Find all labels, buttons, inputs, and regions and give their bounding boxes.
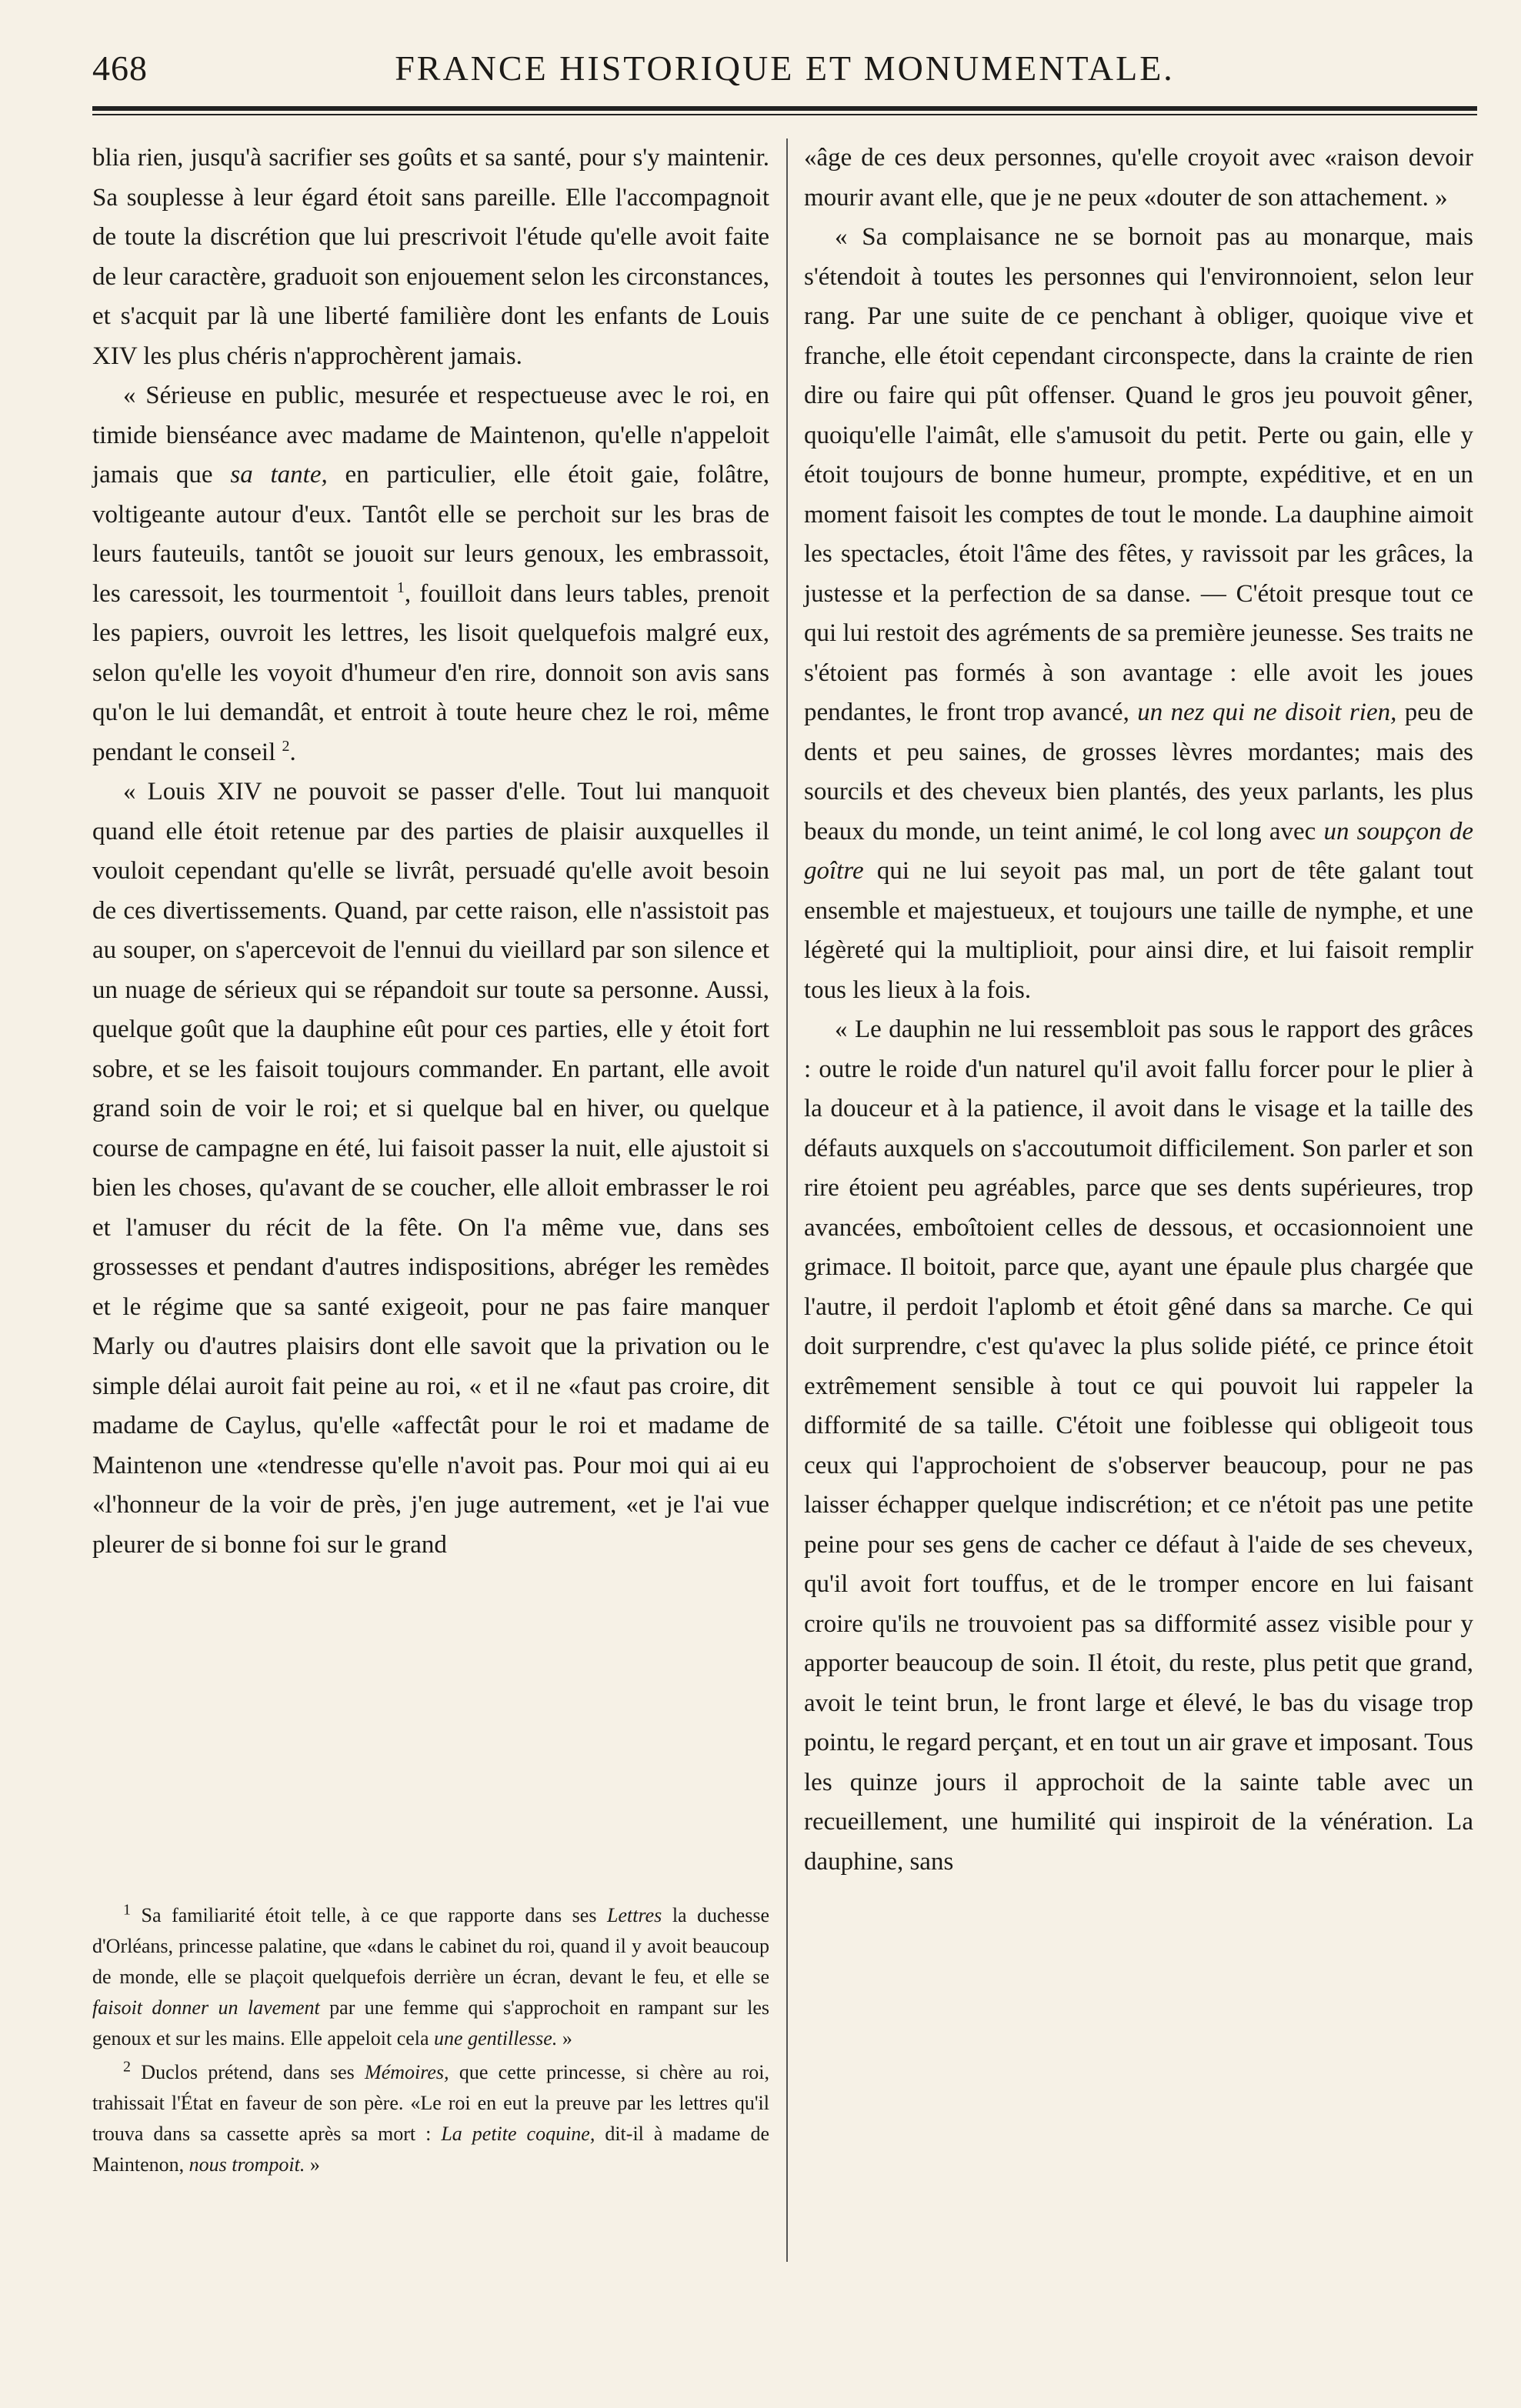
text-run: blia rien, jusqu'à sacrifier ses goûts et sa santé, pour s'y maintenir. Sa souplesse à leur égard étoit sans pareille. Elle l'accompagnoit de toute la discrétion que lui prescrivoit l'étude qu'elle avoit faite de leur caractère, graduoit son enjouement selon les circonstances, et s'acquit par là une liberté familière dont les enfants de Louis XIV les plus chéris n'approchèrent jamais. <box>92 144 769 370</box>
footnotes <box>92 1900 769 2183</box>
italic-text: nous trompoit. <box>188 2153 305 2176</box>
text-run: « Sérieuse en public, mesurée et respectueuse avec le roi, en timide bienséance avec madame de Maintenon, qu'elle n'appeloit jamais que <box>92 382 769 489</box>
text-run: » <box>557 2027 572 2049</box>
paragraph <box>804 218 1473 1010</box>
text-run: qui ne lui seyoit pas mal, un port de tête galant tout ensemble et majestueux, et toujours une taille de nymphe, et une légèreté qui la multiplioit, pour ainsi dire, et lui faisoit remplir tous les lieux à la fois. <box>804 857 1473 1004</box>
footnote-number: 1 <box>123 1901 131 1919</box>
italic-text: un soupçon de goître <box>804 817 1473 885</box>
text-run: en particulier, elle étoit gaie, folâtre, voltigeante autour d'eux. Tantôt elle se perchoit sur les bras de leurs fauteuils, tantôt se jouoit sur leurs genoux, les embrassoit, les caressoit, les tourmentoit <box>92 461 770 608</box>
paragraph <box>92 376 769 772</box>
text-run: « Le dauphin ne lui ressembloit pas sous le rapport des grâces : outre le roide d'un naturel qu'il avoit fallu forcer pour le plier à la douceur et à la patience, il avoit dans le visage et la taille des défauts auxquels on s'accoutumoit difficilement. Son parler et son rire étoient peu agréables, parce que ses dents supérieures, trop avancées, emboîtoient celles de dessous, et occasionnoient une grimace. Il boitoit, parce que, ayant une épaule plus chargée que l'autre, il perdoit l'aplomb et étoit gêné dans sa marche. Ce qui doit surprendre, c'est qu'avec la plus solide piété, ce prince étoit extrêmement sensible à tout ce qui pouvoit lui rappeler la difformité de sa taille. C'étoit une foiblesse qui obligeoit tous ceux qui l'approchoient de s'observer beaucoup, pour ne pas laisser échapper quelque indiscrétion; et ce n'étoit pas une petite peine pour ses gens de cacher ce défaut à l'aide de ses cheveux, qu'il avoit fort touffus, et de le tromper encore en lui faisant croire qu'ils ne trouvoient pas sa difformité assez visible pour y apporter beaucoup de soin. Il étoit, du reste, plus petit que grand, avoit le teint brun, le front large et élevé, le bas du visage trop pointu, le regard perçant, et en tout un air grave et imposant. Tous les quinze jours il approchoit de la sainte table avec un recueillement, une humilité qui inspiroit de la vénération. La dauphine, sans <box>804 1016 1473 1876</box>
text-run: Duclos prétend, dans ses <box>131 2061 365 2083</box>
paragraph <box>804 1010 1473 1882</box>
right-column <box>804 138 1473 1882</box>
footnote-number: 2 <box>123 2058 131 2076</box>
text-run: Sa familiarité étoit telle, à ce que rapporte dans ses <box>131 1904 607 1926</box>
text-run: . <box>289 738 296 766</box>
footnote-ref: 2 <box>282 737 290 755</box>
text-run: par une femme qui s'approchoit en rampant sur les genoux et sur les mains. Elle appeloit cela <box>92 1996 769 2049</box>
footnote <box>92 1900 769 2054</box>
page-header <box>92 48 1477 102</box>
text-run: , fouilloit dans leurs tables, prenoit les papiers, ouvroit les lettres, les lisoit quelquefois malgré eux, selon qu'elle les voyoit d'humeur d'en rire, donnoit son avis sans qu'on le lui demandât, et entroit à toute heure chez le roi, même pendant le conseil <box>92 579 769 766</box>
text-run: que cette princesse, si chère au roi, trahissait l'État en faveur de son père. «Le roi en eut la preuve par les lettres qu'il trouva dans sa cassette après sa mort : <box>92 2061 769 2145</box>
italic-text: La petite coquine, <box>441 2123 595 2145</box>
footnote-ref: 1 <box>396 579 405 596</box>
italic-text: une gentillesse. <box>434 2027 558 2049</box>
paragraph <box>92 138 769 376</box>
text-run: la duchesse d'Orléans, princesse palatine, que «dans le cabinet du roi, quand il y avoit beaucoup de monde, elle se plaçoit quelquefois derrière un écran, devant le feu, et elle se <box>92 1904 769 1988</box>
text-run: « Sa complaisance ne se bornoit pas au monarque, mais s'étendoit à toutes les personnes qui l'environnoient, selon leur rang. Par une suite de ce penchant à obliger, quoique vive et franche, elle étoit cependant circonspecte, dans la crainte de rien dire ou faire qui pût offenser. Quand le gros jeu pouvoit gêner, quoiqu'elle l'aimât, elle s'amusoit du petit. Perte ou gain, elle y étoit toujours de bonne humeur, prompte, expéditive, et en un moment faisoit les comptes de tout le monde. La dauphine aimoit les spectacles, étoit l'âme des fêtes, y ravissoit par les grâces, la justesse et la perfection de sa danse. — C'étoit presque tout ce qui lui restoit des agréments de sa première jeunesse. Ses traits ne s'étoient pas formés à son avantage : elle avoit les joues pendantes, le front trop avancé, <box>804 223 1473 726</box>
italic-text: sa tante, <box>230 461 328 489</box>
footnote <box>92 2057 769 2180</box>
italic-text: Lettres <box>607 1904 662 1926</box>
text-run: dit-il à madame de Maintenon, <box>92 2123 769 2176</box>
column-divider <box>786 138 788 2262</box>
italic-text: faisoit donner un lavement <box>92 1996 320 2019</box>
paragraph <box>804 138 1473 218</box>
header-rule <box>92 106 1477 111</box>
italic-text: Mémoires, <box>365 2061 449 2083</box>
text-run: «âge de ces deux personnes, qu'elle croyoit avec «raison devoir mourir avant elle, que je ne peux «douter de son attachement. » <box>804 144 1473 212</box>
text-run: » <box>305 2153 320 2176</box>
left-column <box>92 138 769 1565</box>
italic-text: un nez qui ne disoit rien, <box>1137 699 1397 726</box>
page-number: 468 <box>92 48 148 88</box>
text-run: « Louis XIV ne pouvoit se passer d'elle. Tout lui manquoit quand elle étoit retenue par des parties de plaisir auxquelles il vouloit cependant qu'elle se livrât, persuadé qu'elle avoit besoin de ces divertissements. Quand, par cette raison, elle n'assistoit pas au souper, on s'apercevoit de l'ennui du vieillard par son silence et un nuage de sérieux qui se répandoit sur toute sa personne. Aussi, quelque goût que la dauphine eût pour ces parties, elle y étoit fort sobre, et se les faisoit toujours commander. En partant, elle avoit grand soin de voir le roi; et si quelque bal en hiver, ou quelque course de campagne en été, lui faisoit passer la nuit, elle ajustoit si bien les choses, qu'avant de se coucher, elle alloit embrasser le roi et l'amuser du récit de la fête. On l'a même vue, dans ses grossesses et pendant d'autres indispositions, abréger les remèdes et le régime que sa santé exigeoit, pour ne pas faire manquer Marly ou d'autres plaisirs dont elle savoit que la privation ou le simple délai auroit fait peine au roi, « et il ne «faut pas croire, dit madame de Caylus, qu'elle «affectât pour le roi et madame de Maintenon une «tendresse qu'elle n'avoit pas. Pour moi qui ai eu «l'honneur de la voir de près, j'en juge autrement, «et je l'ai vue pleurer de si bonne foi sur le grand <box>92 778 769 1559</box>
running-title: FRANCE HISTORIQUE ET MONUMENTALE. <box>395 48 1175 88</box>
paragraph <box>92 772 769 1565</box>
header-rule-thin <box>92 114 1477 115</box>
text-run: peu de dents et peu saines, de grosses lèvres mordantes; mais des sourcils et des cheveux bien plantés, des yeux parlants, les plus beaux du monde, un teint animé, le col long avec <box>804 699 1473 845</box>
